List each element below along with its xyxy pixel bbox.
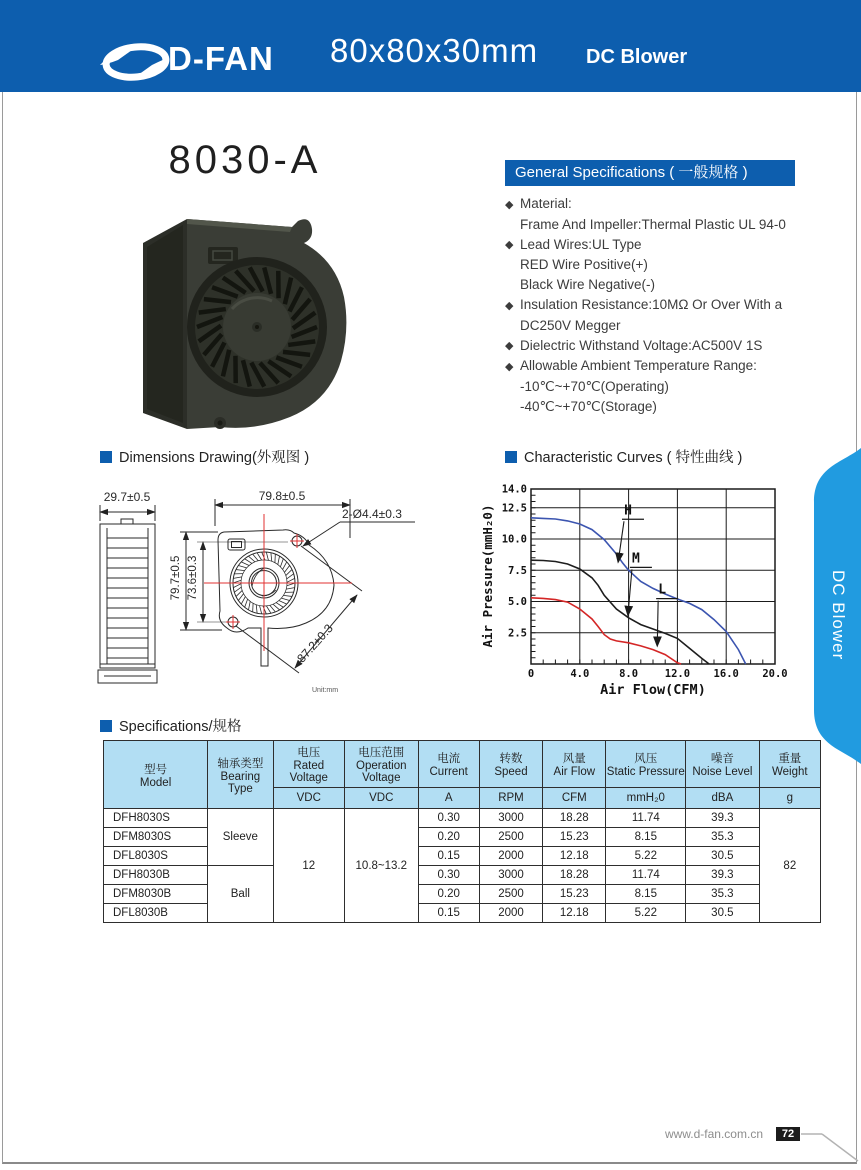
spec-line: ◆ Lead Wires:UL Type [505,235,815,256]
table-cell: 0.15 [418,904,479,923]
unit-g: g [759,788,820,809]
curve-label-H: H [624,503,632,519]
unit-vdc: VDC [345,788,419,809]
x-axis-title: Air Flow(CFM) [600,682,706,698]
unit-rpm: RPM [479,788,542,809]
bearing-cell: Sleeve [208,809,273,866]
label-arrow [657,601,658,646]
table-cell: 18.28 [543,809,606,828]
brand-name: D-FAN [168,40,274,77]
table-cell: 15.23 [543,828,606,847]
y-tick-label: 5.0 [508,596,527,608]
x-tick-label: 4.0 [570,668,590,680]
table-cell: 5.22 [606,904,686,923]
table-cell: 12.18 [543,847,606,866]
table-cell: 11.74 [606,866,686,885]
spec-line: ◆ Allowable Ambient Temperature Range: [505,356,815,377]
table-cell: 8.15 [606,885,686,904]
header-bar [0,0,861,92]
operation-voltage-cell: 10.8~13.2 [345,809,419,923]
col-header-noise: 噪音 Noise Level [686,741,760,788]
table-cell: 39.3 [686,809,760,828]
model-cell: DFM8030B [104,885,208,904]
model-cell: DFH8030B [104,866,208,885]
dim-side-width-label: 29.7±0.5 [103,490,151,504]
y-tick-label: 10.0 [501,533,527,546]
dimensions-section-heading: Dimensions Drawing(外观图 ) [100,451,309,465]
y-tick-label: 12.5 [501,502,527,515]
table-cell: 8.15 [606,828,686,847]
diamond-bullet-icon: ◆ [505,239,514,251]
spec-line: ◆ Dielectric Withstand Voltage:AC500V 1S [505,336,815,357]
table-cell: 12.18 [543,904,606,923]
table-cell: 2500 [479,885,542,904]
y-tick-label: 2.5 [508,627,527,640]
curve-H [531,518,746,664]
unit-vdc: VDC [273,788,344,809]
product-size: 80x80x30mm [330,32,539,69]
dim-unit-note: Unit:mm [312,687,339,694]
spec-line: DC250V Megger [520,317,621,333]
blue-square-icon [100,720,112,732]
table-cell: 0.30 [418,809,479,828]
side-tab-label: DC Blower [829,569,848,661]
unit-cfm: CFM [543,788,606,809]
y-axis-title: Air Pressure(mmH₂0) [480,504,495,648]
model-cell: DFH8030S [104,809,208,828]
col-header-rated-voltage: 电压 Rated Voltage [273,741,344,788]
spec-line: ◆ Material: [505,194,815,215]
curve-label-L: L [658,582,667,598]
model-cell: DFM8030S [104,828,208,847]
table-cell: 0.30 [418,866,479,885]
diamond-bullet-icon: ◆ [505,299,514,312]
x-tick-label: 16.0 [713,668,739,680]
spec-line: -10℃~+70℃(Operating) [520,378,669,394]
spec-line: ◆ Insulation Resistance:10MΩ Or Over With a [505,295,815,316]
dim-diagonal-label: 87.2±0.3 [294,621,336,666]
spec-table [103,740,821,923]
col-header-current: 电流 Current [418,741,479,788]
table-cell: 0.20 [418,828,479,847]
blue-square-icon [505,451,517,463]
diamond-bullet-icon: ◆ [505,198,514,211]
col-header-static-pressure: 风压 Static Pressure [606,741,686,788]
table-cell: 3000 [479,809,542,828]
x-tick-label: 0 [527,668,535,680]
dim-front-width-label: 79.8±0.5 [258,489,306,503]
col-header-bearing: 轴承类型 Bearing Type [208,741,273,809]
table-cell: 2000 [479,847,542,866]
table-cell: 18.28 [543,866,606,885]
table-cell: 35.3 [686,885,760,904]
table-cell: 11.74 [606,809,686,828]
curves-section-heading: Characteristic Curves ( 特性曲线 ) [505,451,742,465]
curve-label-M: M [632,551,640,567]
rated-voltage-cell: 12 [273,809,344,923]
table-cell: 30.5 [686,847,760,866]
table-cell: 0.15 [418,847,479,866]
unit-dba: dBA [686,788,760,809]
spec-line: -40℃~+70℃(Storage) [520,398,657,414]
curve-M [531,560,709,664]
y-tick-label: 7.5 [508,564,527,577]
col-header-speed: 转数 Speed [479,741,542,788]
table-cell: 5.22 [606,847,686,866]
model-cell: DFL8030S [104,847,208,866]
dimension-drawing [90,478,480,713]
general-specs-title: General Specifications ( 一般规格 ) [505,160,795,186]
product-photo [120,205,360,440]
x-tick-label: 20.0 [762,668,788,680]
table-row [104,866,821,885]
unit-a: A [418,788,479,809]
model-title: 8030-A [168,138,322,182]
weight-cell: 82 [759,809,820,923]
page-number-badge: 72 [776,1127,800,1141]
table-cell: 3000 [479,866,542,885]
unit-mmh2o: mmH₂0 [606,788,686,809]
model-cell: DFL8030B [104,904,208,923]
y-tick-label: 14.0 [501,483,527,496]
general-specs-list [505,194,815,417]
diamond-bullet-icon: ◆ [505,340,514,352]
x-tick-label: 8.0 [619,668,639,680]
col-header-model: 型号 Model [104,741,208,809]
table-cell: 30.5 [686,904,760,923]
spec-line: Frame And Impeller:Thermal Plastic UL 94-0 [520,216,786,232]
footer-decoration [720,1090,861,1168]
dim-outer-height-label: 79.7±0.5 [170,555,182,601]
plot-border [531,489,775,664]
product-type: DC Blower [586,46,688,68]
table-cell: 15.23 [543,885,606,904]
blue-square-icon [100,451,112,463]
characteristic-curves-chart [480,470,805,710]
table-cell: 2500 [479,828,542,847]
table-cell: 35.3 [686,828,760,847]
spec-line: Black Wire Negative(-) [520,277,656,292]
dim-inner-height-label: 73.6±0.3 [187,555,199,601]
x-tick-label: 12.0 [664,668,691,680]
table-cell: 39.3 [686,866,760,885]
bearing-cell: Ball [208,866,273,923]
table-cell: 2000 [479,904,542,923]
label-arrow [618,521,624,561]
dim-holes-label: 2-Ø4.4±0.3 [342,507,402,521]
spec-line: RED Wire Positive(+) [520,257,648,272]
table-row [104,809,821,828]
brand-logo-icon [98,38,170,86]
table-cell: 0.20 [418,885,479,904]
footer-url: www.d-fan.com.cn [664,1127,763,1141]
spec-section-heading: Specifications/规格 [100,720,242,734]
col-header-airflow: 风量 Air Flow [543,741,606,788]
col-header-operation-voltage: 电压范围 Operation Voltage [345,741,419,788]
col-header-weight: 重量 Weight [759,741,820,788]
diamond-bullet-icon: ◆ [505,360,514,373]
